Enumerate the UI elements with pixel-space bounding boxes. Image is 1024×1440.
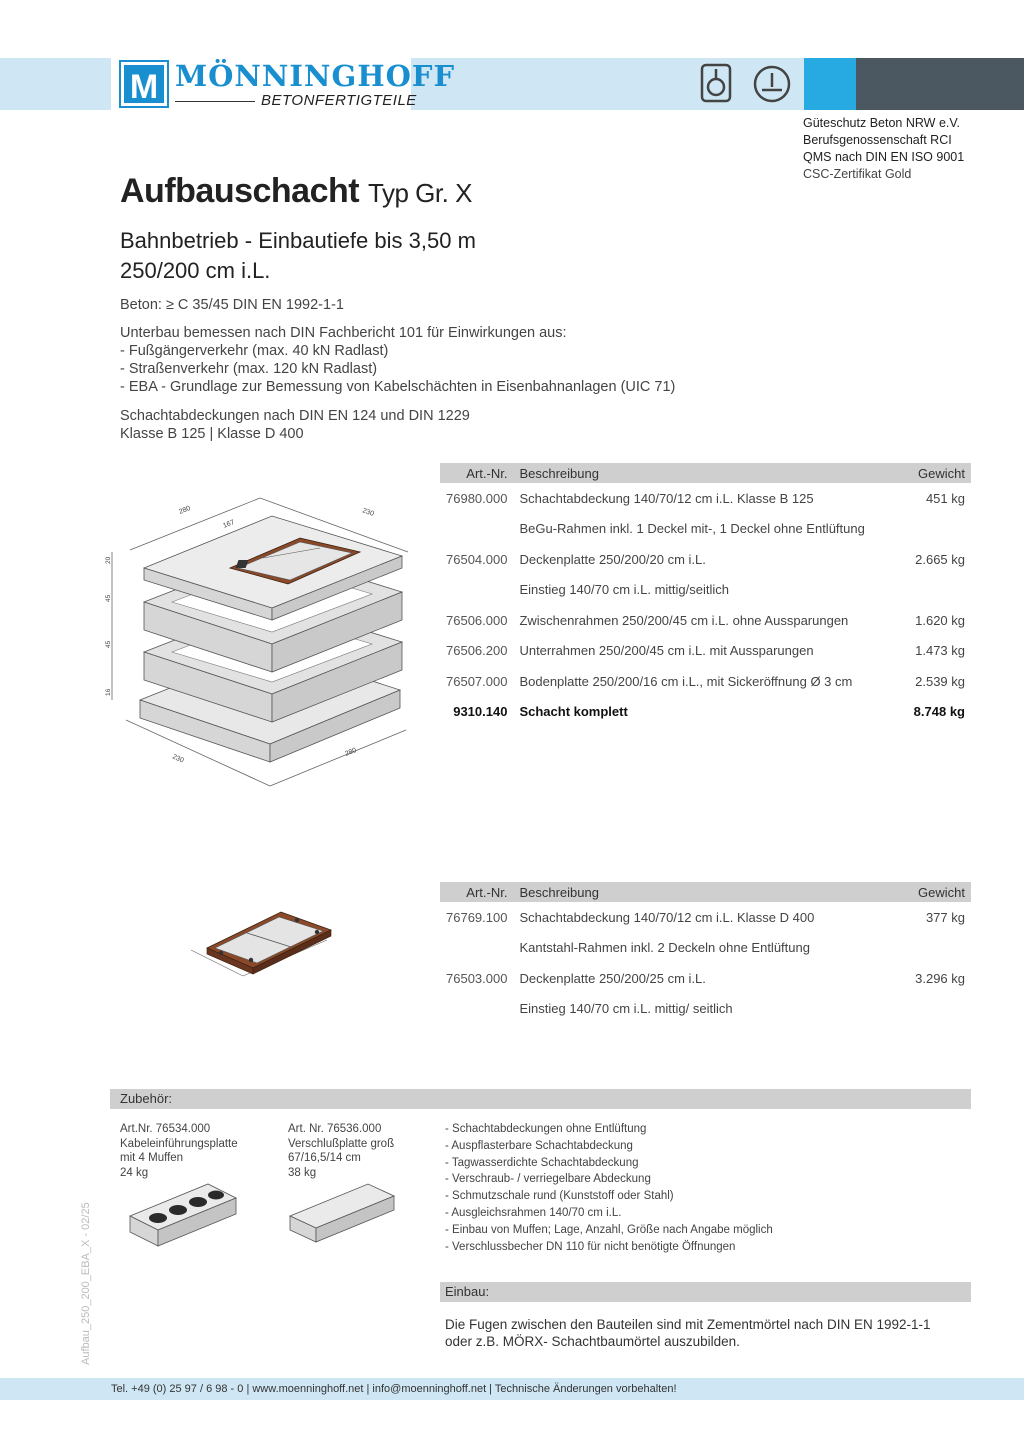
table-row: BeGu-Rahmen inkl. 1 Deckel mit-, 1 Deckel ohne Entlüftung	[519, 521, 865, 537]
einbau-text: Die Fugen zwischen den Bauteilen sind mit Zementmörtel nach DIN EN 1992-1-1 oder z.B. MÖRX- Schachtbaumörtel auszubilden.	[445, 1317, 931, 1349]
subtitle-line2: 250/200 cm i.L.	[120, 258, 271, 283]
dim-h16: 16	[105, 688, 112, 696]
document-code: Aufbau_250_200_EBA_X - 02/25	[80, 1202, 92, 1365]
table-row: Kantstahl-Rahmen inkl. 2 Deckeln ohne Entlüftung	[519, 940, 810, 956]
header-dark-block	[856, 58, 1024, 110]
col-desc: Beschreibung	[513, 463, 889, 483]
table-row: 76980.000 Schachtabdeckung 140/70/12 cm i.L. Klasse B 125 451 kg	[446, 490, 965, 506]
zubehoer-list: - Schachtabdeckungen ohne Entlüftung - Auspflasterbare Schachtabdeckung - Tagwasserdichte Schachtabdeckung - Verschraub- / verriegelbare Abdeckung - Schmutzschale rund (Kunststoff oder Stahl) - Ausgleichsrahmen 140/70 cm i.L. - Einbau von Muffen; Lage, Anzahl, Größe nach Angabe möglich - Verschlussbecher DN 110 für nicht benötigte Öffnungen	[445, 1123, 773, 1253]
shaft-exploded-drawing	[100, 490, 430, 800]
parts-table-b125	[440, 463, 971, 727]
col-art: Art.-Nr.	[440, 463, 513, 483]
dim-h45a: 45	[105, 594, 112, 602]
dim-h20: 20	[105, 556, 112, 564]
einbau-bar: Einbau:	[440, 1282, 971, 1302]
table-row: 76506.000 Zwischenrahmen 250/200/45 cm i.L. ohne Aussparungen 1.620 kg	[446, 612, 965, 628]
table-row: 76769.100 Schachtabdeckung 140/70/12 cm i.L. Klasse D 400 377 kg	[446, 909, 965, 925]
title-type: Typ Gr. X	[368, 178, 472, 208]
table-header-row	[440, 463, 971, 483]
verschlussplatte-drawing	[288, 1180, 398, 1246]
dim-top-right: 230	[361, 507, 375, 518]
dim-h45b: 45	[105, 640, 112, 648]
logo-divider	[175, 101, 255, 102]
logo-m-icon	[119, 60, 169, 108]
table-header-row: Art.-Nr. Beschreibung Gewicht	[440, 882, 971, 902]
table-total-row: 9310.140 Schacht komplett 8.748 kg	[453, 704, 965, 720]
cover-d400-drawing	[185, 898, 335, 980]
table-row: 76506.200 Unterrahmen 250/200/45 cm i.L. mit Aussparungen 1.473 kg	[446, 643, 965, 659]
table-row: 76504.000 Deckenplatte 250/200/20 cm i.L. 2.665 kg	[446, 551, 965, 567]
bg-icon	[755, 67, 789, 101]
svg-text:M: M	[129, 68, 159, 106]
brand-subtitle: BETONFERTIGTEILE	[261, 92, 417, 109]
accessory-item-kabeleinfuehrung: Art.Nr. 76534.000 Kabeleinführungsplatte mit 4 Muffen 24 kg	[120, 1123, 238, 1179]
zubehoer-bar: Zubehör:	[110, 1089, 971, 1109]
certifications-list: Güteschutz Beton NRW e.V. Berufsgenossenschaft RCI QMS nach DIN EN ISO 9001 CSC-Zertifikat Gold	[803, 116, 965, 181]
dim-bottom-left: 230	[171, 753, 185, 765]
beton-spec: Beton: ≥ C 35/45 DIN EN 1992-1-1	[120, 297, 344, 313]
dim-bottom-right: 280	[344, 746, 358, 758]
col-weight: Gewicht	[889, 463, 971, 483]
accessory-item-verschlussplatte: Art. Nr. 76536.000 Verschlußplatte groß 67/16,5/14 cm 38 kg	[288, 1123, 395, 1179]
dim-top-left: 280	[178, 504, 192, 516]
company-logo	[111, 57, 456, 111]
certification-icons	[700, 63, 794, 105]
parts-table-d400	[440, 882, 971, 1024]
unterbau-text: Unterbau bemessen nach DIN Fachbericht 101 für Einwirkungen aus: - Fußgängerverkehr (max. 40 kN Radlast) - Straßenverkehr (max. 120 kN Radlast) - EBA - Grundlage zur Bemessung von Kabelschächten in Eisenbahnanlagen (UIC 71)	[120, 325, 676, 395]
brand-name: MÖNNINGHOFF	[175, 59, 456, 93]
abdeckung-text: Schachtabdeckungen nach DIN EN 124 und DIN 1229 Klasse B 125 | Klasse D 400	[120, 408, 470, 442]
subtitle-line1: Bahnbetrieb - Einbautiefe bis 3,50 m	[120, 228, 476, 253]
table-row: 76507.000 Bodenplatte 250/200/16 cm i.L., mit Sickeröffnung Ø 3 cm 2.539 kg	[446, 673, 965, 689]
guetezeichen-icon	[702, 65, 730, 101]
dim-inner: 167	[222, 518, 236, 530]
header-accent	[804, 58, 856, 110]
table-row: 76503.000 Deckenplatte 250/200/25 cm i.L. 3.296 kg	[446, 970, 965, 986]
footer-contact: Tel. +49 (0) 25 97 / 6 98 - 0 | www.moenninghoff.net | info@moenninghoff.net | Technische Änderungen vorbehalten!	[0, 1378, 1024, 1400]
kabelplatte-drawing	[128, 1180, 240, 1252]
table-row: Einstieg 140/70 cm i.L. mittig/seitlich	[519, 582, 729, 598]
page-title: Aufbauschacht Typ Gr. X	[120, 172, 472, 210]
table-row: Einstieg 140/70 cm i.L. mittig/ seitlich	[519, 1001, 733, 1017]
